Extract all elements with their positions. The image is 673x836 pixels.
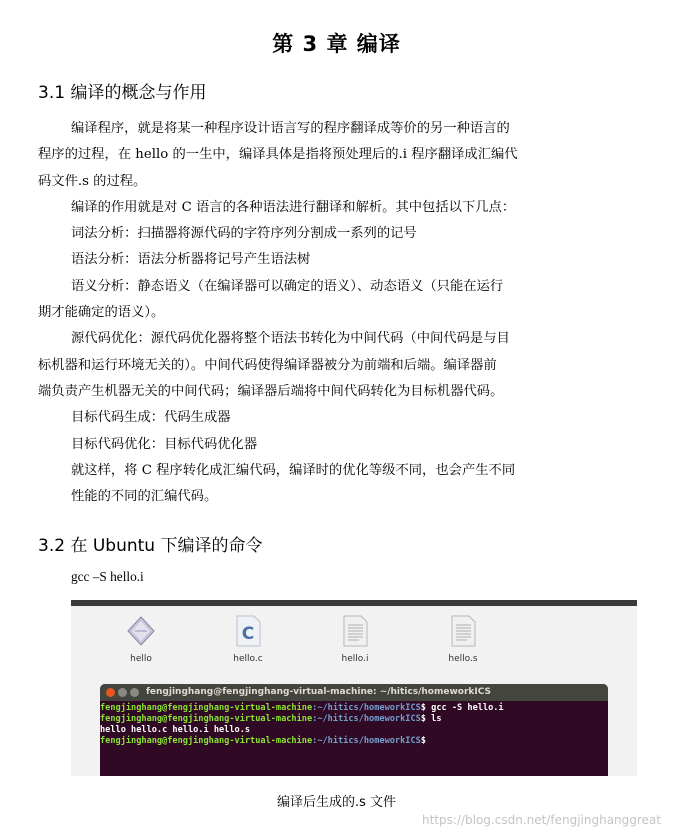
screenshot-figure <box>71 600 637 776</box>
terminal-titlebar <box>100 684 608 701</box>
text-file-icon <box>448 614 478 648</box>
executable-diamond-icon <box>126 614 156 648</box>
paragraph-line: 端负责产生机器无关的中间代码；编译器后端将中间代码转化为目标机器代码。 <box>38 383 504 399</box>
terminal-window[interactable] <box>100 684 608 776</box>
file-manager-toolbar <box>71 600 637 606</box>
paragraph-line: 编译的作用就是对 C 语言的各种语法进行翻译和解析。其中包括以下几点： <box>71 199 516 215</box>
file-name: hello.s <box>448 654 478 664</box>
file-name: hello <box>130 654 152 664</box>
terminal-output[interactable] <box>100 701 608 747</box>
file-name: hello.c <box>233 654 263 664</box>
chapter-title: 第 3 章 编译 <box>272 32 401 56</box>
terminal-line: hello hello.c hello.i hello.s <box>100 725 251 735</box>
paragraph-line: 标机器和运行环境无关的）。中间代码使得编译器被分为前端和后端。编译器前 <box>38 357 497 373</box>
figure-caption: 编译后生成的.s 文件 <box>276 795 397 810</box>
terminal-title: fengjinghang@fengjinghang-virtual-machine: ~/hitics/homeworkICS <box>146 687 491 697</box>
maximize-icon[interactable] <box>130 688 139 697</box>
svg-text:C: C <box>241 624 255 644</box>
c-source-file-icon <box>233 614 263 648</box>
file-item-hello-i[interactable] <box>320 614 390 664</box>
paragraph-line: 目标代码优化：目标代码优化器 <box>71 436 258 452</box>
file-item-hello-c[interactable] <box>213 614 283 664</box>
section-3-1-body <box>38 116 604 510</box>
paragraph-line: 程序的过程，在 hello 的一生中，编译具体是指将预处理后的.i 程序翻译成汇编代 <box>38 147 518 163</box>
file-name: hello.i <box>341 654 369 664</box>
paragraph-line: 语义分析：静态语义（在编译器可以确定的语义）、动态语义（只能在运行 <box>71 278 504 294</box>
terminal-line: fengjinghang@fengjinghang-virtual-machine:~/hitics/homeworkICS$ ls <box>100 714 442 724</box>
minimize-icon[interactable] <box>118 688 127 697</box>
terminal-line: fengjinghang@fengjinghang-virtual-machine:~/hitics/homeworkICS$ gcc -S hello.i <box>100 703 504 713</box>
text-file-icon <box>340 614 370 648</box>
watermark: https://blog.csdn.net/fengjinghanggreat <box>422 813 661 827</box>
paragraph-line: 源代码优化：源代码优化器将整个语法书转化为中间代码（中间代码是与目 <box>71 331 510 347</box>
paragraph-line: 语法分析：语法分析器将记号产生语法树 <box>71 252 311 268</box>
paragraph-line: 词法分析：扫描器将源代码的字符序列分割成一系列的记号 <box>71 226 417 242</box>
paragraph-line: 编译程序，就是将某一种程序设计语言写的程序翻译成等价的另一种语言的 <box>71 121 510 136</box>
paragraph-line: 目标代码生成：代码生成器 <box>71 410 231 426</box>
section-heading-3-1: 3.1 编译的概念与作用 <box>38 83 207 103</box>
paragraph-line: 就这样，将 C 程序转化成汇编代码，编译时的优化等级不同，也会产生不同 <box>71 462 516 478</box>
file-item-hello[interactable] <box>106 614 176 664</box>
section-heading-3-2: 3.2 在 Ubuntu 下编译的命令 <box>38 536 263 556</box>
file-item-hello-s[interactable] <box>428 614 498 664</box>
terminal-line: fengjinghang@fengjinghang-virtual-machine:~/hitics/homeworkICS$ <box>100 736 426 746</box>
paragraph-line: 期才能确定的语义）。 <box>38 305 165 321</box>
close-icon[interactable] <box>106 688 115 697</box>
paragraph-line: 码文件.s 的过程。 <box>38 173 147 189</box>
compile-command: gcc –S hello.i <box>71 569 144 584</box>
paragraph-line: 性能的不同的汇编代码。 <box>71 489 218 505</box>
